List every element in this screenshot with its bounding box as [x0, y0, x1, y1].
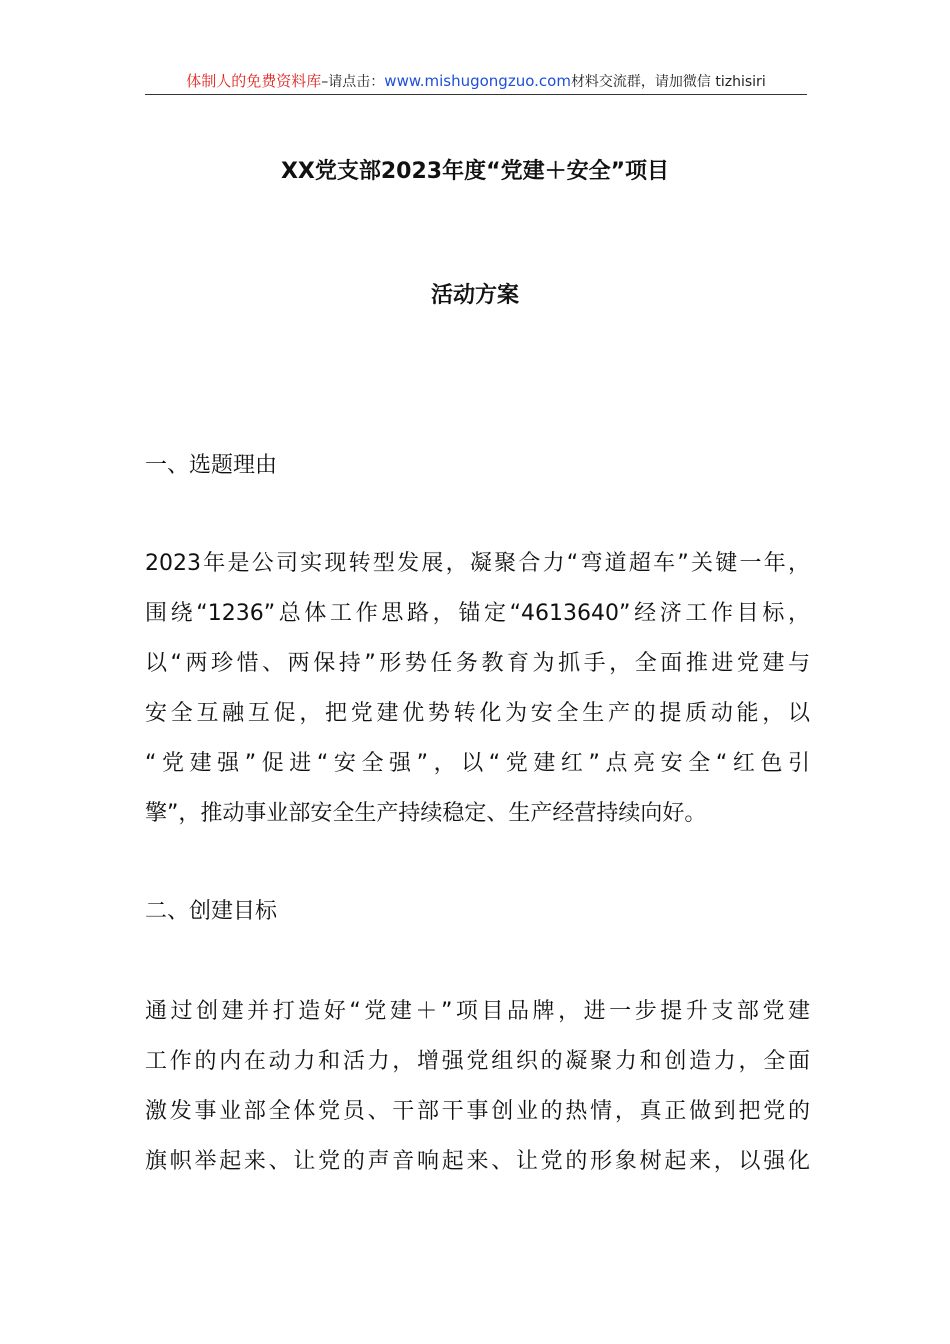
- paragraph-line: 安全互融互促，把党建优势转化为安全生产的提质动能，以: [145, 701, 810, 726]
- section-heading-reason: 一、选题理由: [145, 453, 278, 478]
- paragraph-line: 围绕“1236”总体工作思路，锚定“4613640”经济工作目标，: [145, 601, 810, 626]
- section-body-goal: [145, 987, 810, 1187]
- paragraph-line: 通过创建并打造好“党建＋”项目品牌，进一步提升支部党建: [145, 999, 810, 1024]
- header-url-link[interactable]: www.mishugongzuo.com: [384, 72, 571, 90]
- paragraph-line: 擎”，推动事业部安全生产持续稳定、生产经营持续向好。: [145, 801, 707, 826]
- page-header-banner: [145, 70, 807, 95]
- header-tail: 材料交流群，请加微信 tizhisiri: [570, 74, 766, 90]
- section-body-reason: [145, 539, 810, 839]
- paragraph-line: 工作的内在动力和活力，增强党组织的凝聚力和创造力，全面: [145, 1049, 810, 1074]
- section-heading-goal: 二、创建目标: [145, 899, 278, 924]
- paragraph-line: 旗帜举起来、让党的声音响起来、让党的形象树起来，以强化: [145, 1149, 810, 1174]
- header-brand: 体制人的免费资料库: [186, 72, 322, 90]
- document-subtitle: 活动方案: [430, 283, 519, 308]
- paragraph-line: 激发事业部全体党员、干部干事创业的热情，真正做到把党的: [145, 1099, 810, 1124]
- paragraph-line: 以“两珍惜、两保持”形势任务教育为抓手，全面推进党建与: [145, 651, 810, 676]
- paragraph-line: “党建强”促进“安全强”，以“党建红”点亮安全“红色引: [145, 751, 810, 776]
- paragraph-line: 2023年是公司实现转型发展，凝聚合力“弯道超车”关键一年，: [145, 551, 810, 576]
- document-title: XX党支部2023年度“党建＋安全”项目: [280, 159, 670, 184]
- header-hint: –请点击：: [321, 74, 385, 90]
